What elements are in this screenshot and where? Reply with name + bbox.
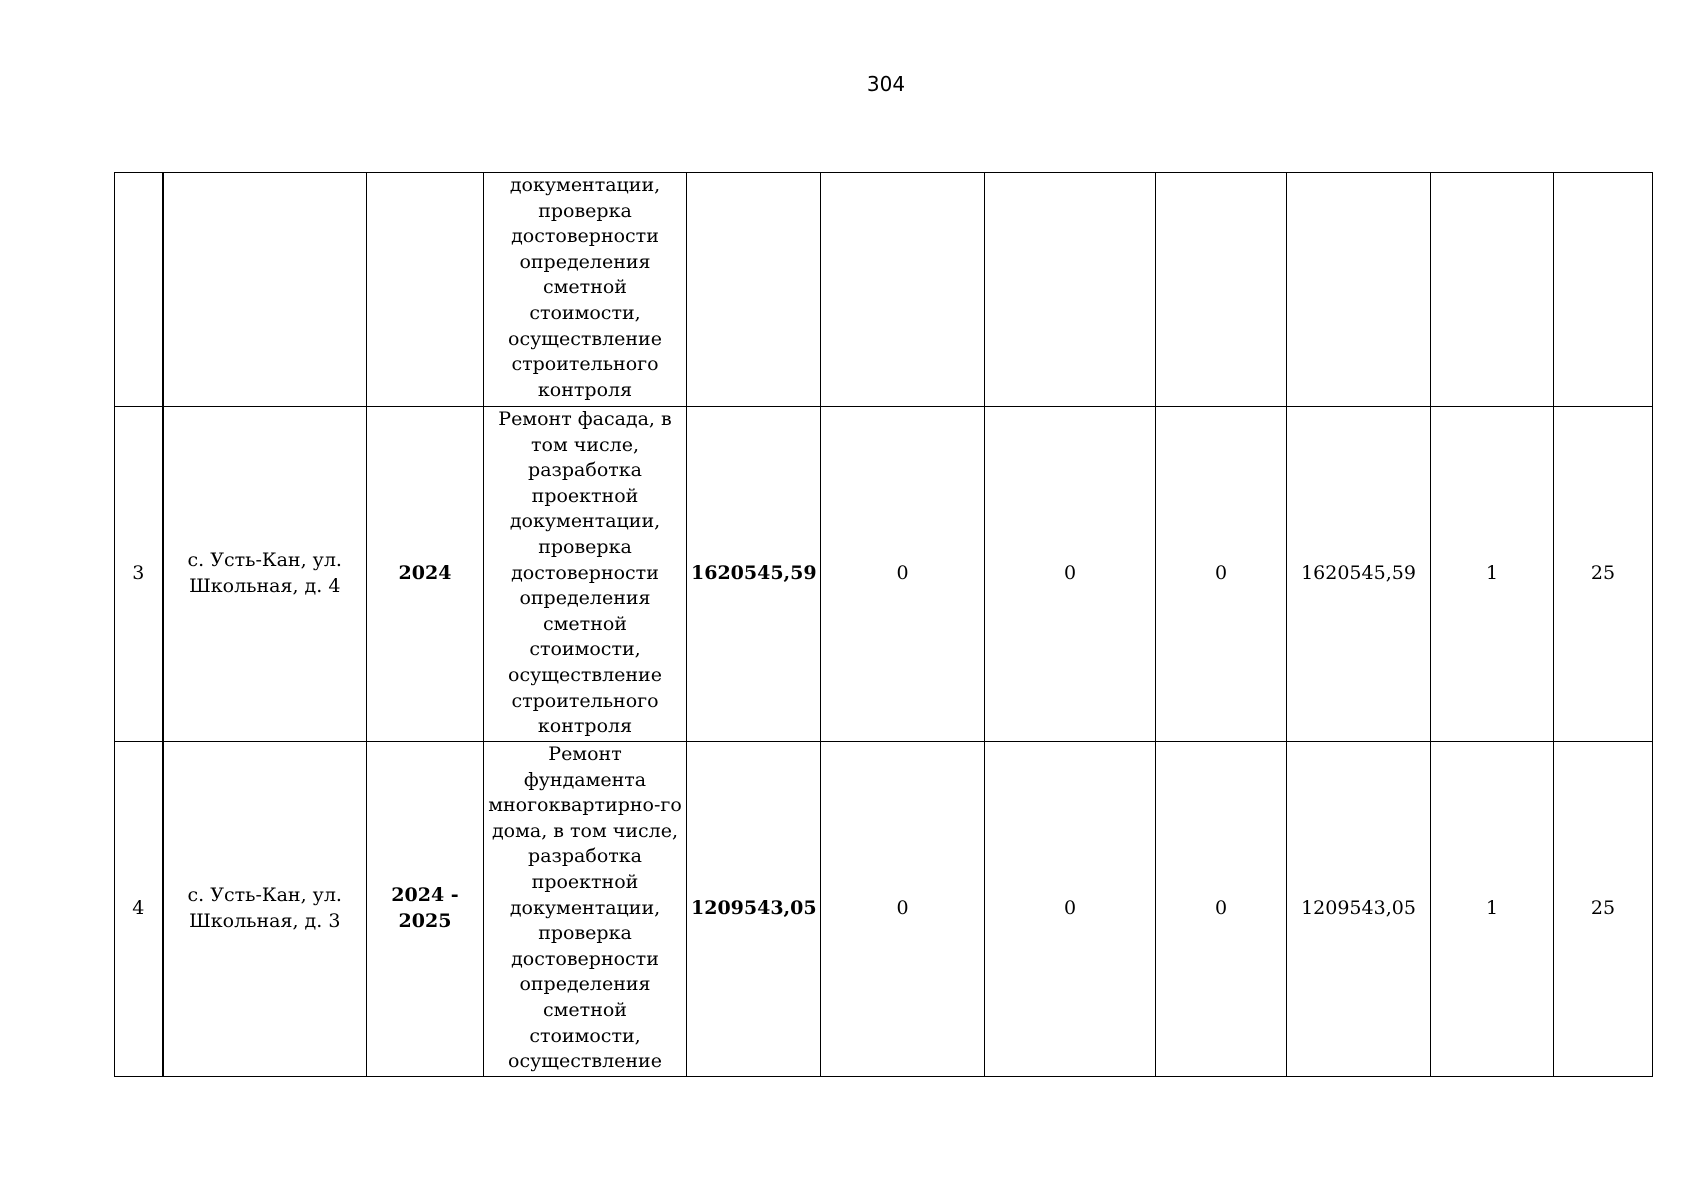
work-line: определения bbox=[519, 973, 651, 996]
cell-col10 bbox=[1431, 173, 1554, 407]
work-line: сметной bbox=[543, 276, 627, 299]
work-line: многоквартирно-го bbox=[488, 794, 682, 817]
work-line: документации, bbox=[509, 510, 661, 533]
work-line: строительного bbox=[511, 353, 659, 376]
work-line: дома, в том числе, bbox=[491, 819, 679, 842]
cell-col9: 1209543,05 bbox=[1287, 742, 1431, 1077]
cell-address bbox=[163, 173, 367, 407]
work-line: разработка bbox=[528, 845, 642, 868]
address-line: с. Усть-Кан, ул. bbox=[187, 884, 342, 907]
work-line: проверка bbox=[538, 199, 632, 222]
work-line: определения bbox=[519, 250, 651, 273]
work-line: проверка bbox=[538, 922, 632, 945]
work-line: осуществление bbox=[508, 663, 662, 686]
cell-year bbox=[367, 407, 484, 742]
cell-year bbox=[367, 742, 484, 1077]
work-line: контроля bbox=[537, 715, 633, 738]
year-line: 2024 - bbox=[391, 884, 459, 907]
work-line: сметной bbox=[543, 612, 627, 635]
work-line: стоимости, bbox=[529, 301, 641, 324]
work-line: достоверности bbox=[511, 561, 659, 584]
work-line: документации, bbox=[509, 896, 661, 919]
capital-repair-table bbox=[114, 172, 1653, 1077]
work-line: осуществление bbox=[508, 1050, 662, 1073]
work-line: том числе, bbox=[531, 433, 639, 456]
work-line: достоверности bbox=[511, 947, 659, 970]
cell-row-number bbox=[115, 173, 163, 407]
work-line: разработка bbox=[528, 459, 642, 482]
cell-col7 bbox=[985, 173, 1156, 407]
work-line: фундамента bbox=[523, 768, 647, 791]
cell-col11: 25 bbox=[1554, 407, 1653, 742]
work-line: Ремонт фасада, в bbox=[498, 408, 672, 430]
cell-col11: 25 bbox=[1554, 742, 1653, 1077]
work-line: определения bbox=[519, 587, 651, 610]
cell-total-cost: 1620545,59 bbox=[687, 407, 821, 742]
table-row-continuation bbox=[115, 173, 1653, 407]
cell-col9 bbox=[1287, 173, 1431, 407]
work-line: достоверности bbox=[511, 225, 659, 248]
work-line: сметной bbox=[543, 998, 627, 1021]
cell-work-description bbox=[484, 173, 687, 407]
address-line: Школьная, д. 4 bbox=[189, 575, 341, 597]
page-number: 304 bbox=[866, 72, 906, 96]
work-line: контроля bbox=[537, 378, 633, 401]
table-row bbox=[115, 742, 1653, 1077]
cell-col6: 0 bbox=[821, 742, 985, 1077]
cell-address bbox=[163, 742, 367, 1077]
cell-work-description bbox=[484, 742, 687, 1077]
cell-col7: 0 bbox=[985, 407, 1156, 742]
work-line: строительного bbox=[511, 689, 659, 712]
cell-work-description bbox=[484, 407, 687, 742]
work-line: проектной bbox=[531, 484, 639, 507]
work-line: стоимости, bbox=[529, 1024, 641, 1047]
work-line: документации, bbox=[509, 174, 661, 196]
cell-col7: 0 bbox=[985, 742, 1156, 1077]
cell-col8: 0 bbox=[1156, 742, 1287, 1077]
cell-row-number: 3 bbox=[115, 407, 163, 742]
cell-year bbox=[367, 173, 484, 407]
address-line: с. Усть-Кан, ул. bbox=[187, 549, 342, 572]
year-line: 2024 bbox=[398, 562, 452, 585]
cell-col6 bbox=[821, 173, 985, 407]
cell-total-cost bbox=[687, 173, 821, 407]
cell-col8: 0 bbox=[1156, 407, 1287, 742]
cell-col9: 1620545,59 bbox=[1287, 407, 1431, 742]
cell-address bbox=[163, 407, 367, 742]
cell-col6: 0 bbox=[821, 407, 985, 742]
table-row bbox=[115, 407, 1653, 742]
cell-total-cost: 1209543,05 bbox=[687, 742, 821, 1077]
address-line: Школьная, д. 3 bbox=[189, 910, 341, 932]
work-line: Ремонт bbox=[548, 743, 622, 765]
year-line: 2025 bbox=[398, 910, 452, 932]
cell-col10: 1 bbox=[1431, 407, 1554, 742]
cell-col8 bbox=[1156, 173, 1287, 407]
work-line: осуществление bbox=[508, 327, 662, 350]
work-line: проверка bbox=[538, 535, 632, 558]
cell-row-number: 4 bbox=[115, 742, 163, 1077]
cell-col11 bbox=[1554, 173, 1653, 407]
work-line: проектной bbox=[531, 870, 639, 893]
cell-col10: 1 bbox=[1431, 742, 1554, 1077]
work-line: стоимости, bbox=[529, 638, 641, 661]
